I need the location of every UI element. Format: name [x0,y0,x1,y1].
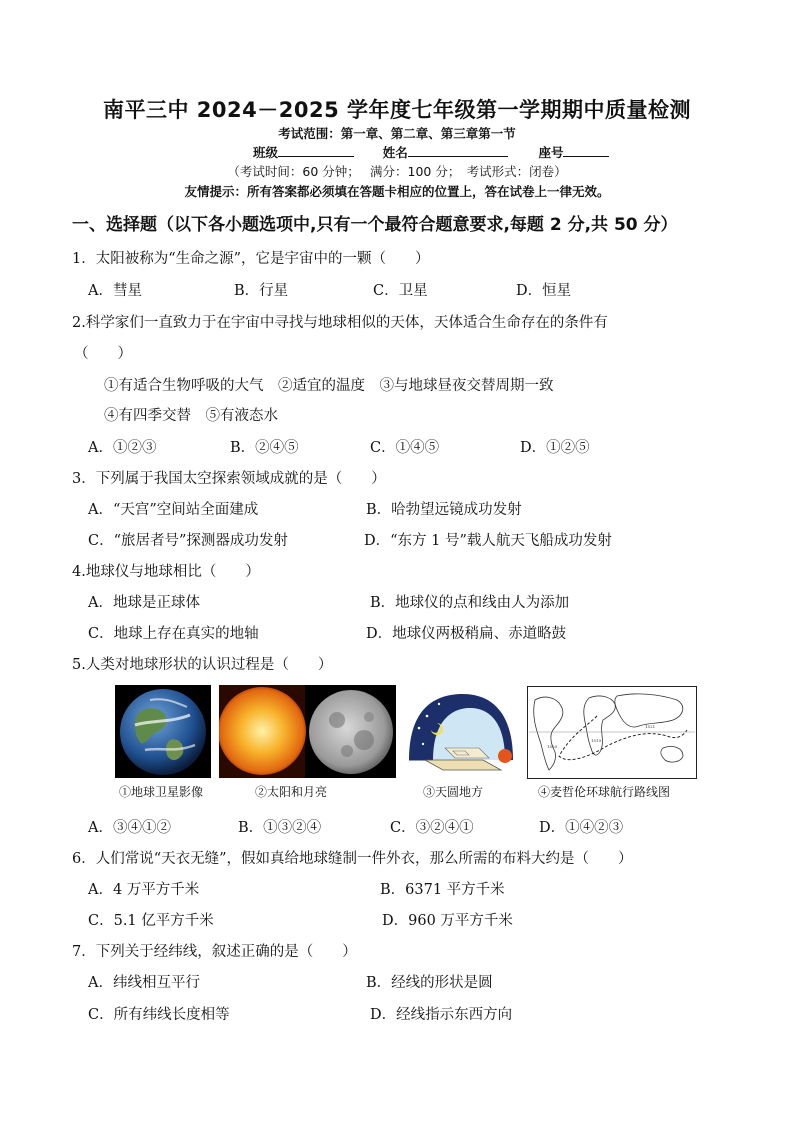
seat-blank [563,144,609,157]
q1-option-d: D．恒星 [516,283,572,299]
q5-caption-2: ②太阳和月亮 [255,785,328,799]
earth-satellite-image [115,685,211,778]
q5-option-d: D．①④②③ [539,820,624,836]
q3-option-d: D．“东方 1 号”载人航天飞船成功发射 [364,533,612,549]
seat-label: 座号 [538,145,564,160]
exam-title: 南平三中 2024－2025 学年度七年级第一学期期中质量检测 [102,98,691,122]
q3-option-c: C．“旅居者号”探测器成功发射 [88,533,288,549]
q6-option-c: C．5.1 亿平方千米 [88,913,214,929]
q4-option-a: A．地球是正球体 [88,595,200,611]
q2-option-a: A．①②③ [88,440,157,456]
exam-info: （考试时间：60 分钟； 满分：100 分； 考试形式：闭卷） [227,164,567,179]
round-sky-square-earth-image [405,688,518,778]
q1-option-a: A．彗星 [88,283,142,299]
q1-option-b: B．行星 [234,283,289,299]
section-heading: 一、选择题（以下各小题选项中,只有一个最符合题意要求,每题 2 分,共 50 分） [72,215,678,235]
q7-option-b: B．经线的形状是圆 [366,975,493,991]
q5-caption-4: ④麦哲伦环球航行路线图 [538,785,671,799]
q3-option-a: A．“天宫”空间站全面建成 [88,502,259,518]
q2-option-c: C．①④⑤ [370,440,440,456]
q5-option-c: C．③②④① [390,820,474,836]
svg-text:1520: 1520 [547,744,558,749]
q3-stem: 3．下列属于我国太空探索领域成就的是（ ） [72,471,386,487]
q1-option-c: C．卫星 [373,283,428,299]
q2-stem-paren: （ ） [74,346,132,362]
q7-stem: 7．下列关于经纬线，叙述正确的是（ ） [72,944,357,960]
class-blank [278,144,354,157]
student-info-row [253,143,609,161]
q6-option-b: B．6371 平方千米 [380,882,505,898]
exam-notice: 友情提示：所有答案都必须填在答题卡相应的位置上，答在试卷上一律无效。 [184,184,610,199]
q2-items-line1: ①有适合生物呼吸的大气 ②适宜的温度 ③与地球昼夜交替周期一致 [104,378,554,394]
svg-text:1521: 1521 [645,724,656,729]
q6-option-d: D．960 万平方千米 [382,913,513,929]
q5-caption-1: ①地球卫星影像 [119,785,204,799]
q2-stem: 2.科学家们一直致力于在宇宙中寻找与地球相似的天体，天体适合生命存在的条件有 [72,315,608,331]
q1-stem: 1．太阳被称为“生命之源”，它是宇宙中的一颗（ ） [72,251,430,267]
q5-option-b: B．①③②④ [238,820,322,836]
q7-option-a: A．纬线相互平行 [88,975,200,991]
name-blank [408,144,508,157]
exam-scope: 考试范围：第一章、第二章、第三章第一节 [278,126,516,141]
q3-option-b: B．哈勃望远镜成功发射 [366,502,522,518]
q4-stem: 4.地球仪与地球相比（ ） [72,564,260,580]
class-label: 班级 [253,145,279,160]
name-label: 姓名 [382,145,408,160]
sun-and-moon-image [219,685,396,778]
q2-option-b: B．②④⑤ [230,440,299,456]
q7-option-d: D．经线指示东西方向 [370,1007,513,1023]
q4-option-c: C．地球上存在真实的地轴 [88,626,259,642]
q2-option-d: D．①②⑤ [520,440,590,456]
q5-stem: 5.人类对地球形状的认识过程是（ ） [72,657,333,673]
q7-option-c: C．所有纬线长度相等 [88,1007,230,1023]
q6-option-a: A．4 万平方千米 [88,882,200,898]
magellan-route-map-image [527,686,697,779]
q2-items-line2: ④有四季交替 ⑤有液态水 [104,408,278,424]
q5-caption-3: ③天圆地方 [423,785,484,799]
q6-stem: 6．人们常说“天衣无缝”，假如真给地球缝制一件外衣，那么所需的布料大约是（ ） [72,851,633,867]
svg-text:1519: 1519 [591,738,602,743]
q4-option-d: D．地球仪两极稍扁、赤道略鼓 [366,626,567,642]
q5-option-a: A．③④①② [88,820,171,836]
q4-option-b: B．地球仪的点和线由人为添加 [370,595,570,611]
